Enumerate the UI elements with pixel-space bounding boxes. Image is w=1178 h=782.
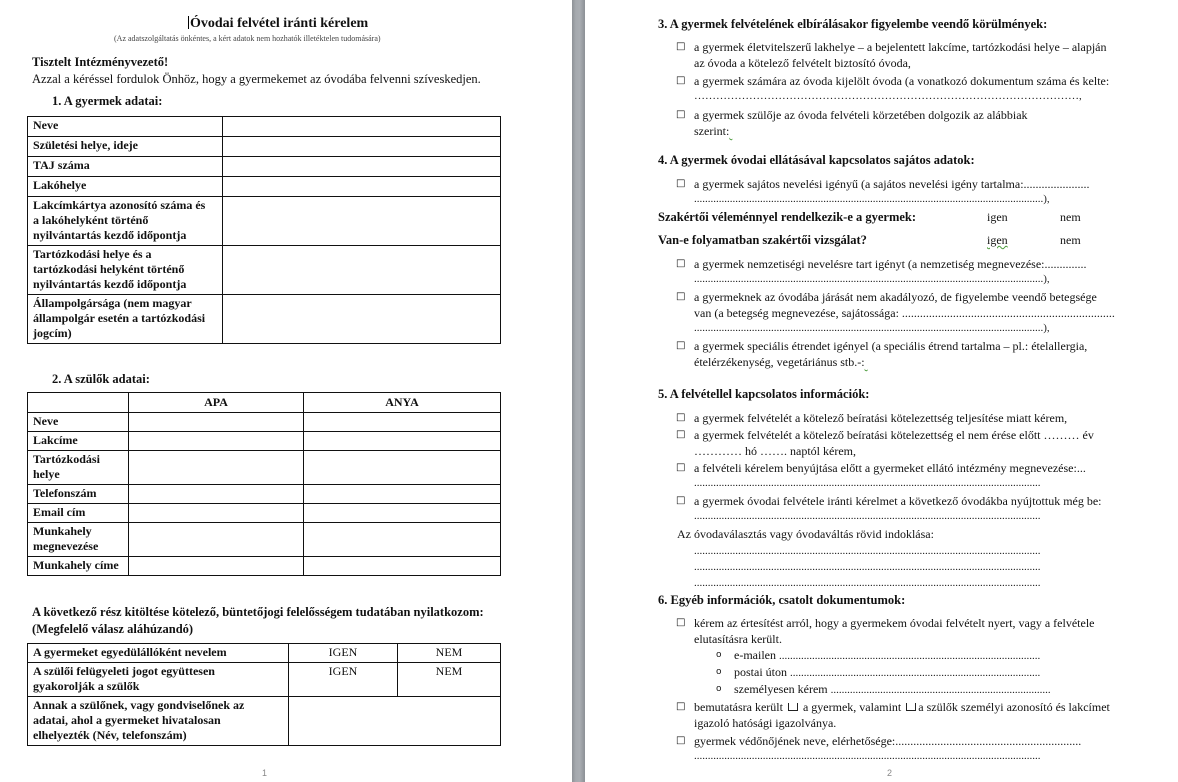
- section2-heading: 2. A szülők adatai:: [52, 372, 150, 386]
- child-field-label-line: Születési helye, ideje: [33, 138, 138, 152]
- declaration-label: [28, 644, 289, 663]
- parents-header-mother: ANYA: [304, 393, 501, 413]
- father-field-value[interactable]: [129, 557, 304, 576]
- child-field-label-line: a lakóhelyként történő: [33, 213, 149, 227]
- checkbox-icon[interactable]: □: [676, 429, 686, 440]
- father-field-value[interactable]: [129, 504, 304, 523]
- s3-item3-label: szerint:: [694, 124, 730, 138]
- sub-bullet-icon: o: [716, 667, 722, 677]
- declaration-yes-option[interactable]: IGEN: [289, 663, 398, 697]
- s5-item3-line2[interactable]: ..............................................................................................................................: [694, 477, 1041, 489]
- checkbox-icon[interactable]: □: [676, 178, 686, 189]
- parents-header-father: APA: [129, 393, 304, 413]
- parent-field-label-line: Neve: [33, 414, 59, 428]
- notify-option-post[interactable]: [734, 665, 1040, 680]
- checkbox-icon[interactable]: □: [676, 258, 686, 269]
- expert-opinion-question: Szakértői véleménnyel rendelkezik-e a gyermek:: [658, 210, 917, 224]
- section3-heading: 3. A gyermek felvételének elbírálásakor figyelembe veendő körülmények:: [658, 17, 1048, 31]
- parents-table-header: [28, 393, 501, 413]
- declaration-label: [28, 697, 289, 746]
- mother-field-value[interactable]: [304, 485, 501, 504]
- child-field-label-line: jogcím): [33, 326, 72, 340]
- checkbox-icon[interactable]: □: [676, 41, 686, 52]
- notify-line-1: kérem az értesítést arról, hogy a gyermekem óvodai felvételt nyert, vagy a felvétele: [694, 616, 1095, 630]
- declaration-table: [27, 643, 501, 746]
- father-field-value[interactable]: [129, 523, 304, 557]
- mother-field-value[interactable]: [304, 451, 501, 485]
- child-field-label: [28, 246, 223, 295]
- child-field-label-line: nyilvántartás kezdő időpontja: [33, 277, 187, 291]
- child-field-label: [28, 117, 223, 137]
- small-checkbox-child[interactable]: [788, 703, 798, 711]
- notify-option-personal[interactable]: [734, 682, 1051, 697]
- s5-item4-line1: a gyermek óvodai felvétele iránti kérelmet a következő óvodákba nyújtottuk még be:: [694, 494, 1102, 508]
- guardian-data-value[interactable]: [289, 697, 501, 746]
- checkbox-icon[interactable]: □: [676, 412, 686, 423]
- s3-item3-line1: a gyermek szülője az óvoda felvételi körzetében dolgozik az alábbiak: [694, 108, 1028, 122]
- declaration-label: [28, 663, 289, 697]
- child-table-row: [28, 137, 501, 157]
- expert-opinion-yes[interactable]: igen: [987, 210, 1008, 224]
- notify-line-2: elutasításra került.: [694, 632, 782, 646]
- option-post-dots: ...........................................................................................: [790, 667, 1041, 679]
- parent-field-label: [28, 413, 129, 432]
- child-table-row: [28, 177, 501, 197]
- s5-item3-line1: a felvételi kérelem benyújtása előtt a gyermeket ellátó intézmény megnevezése:...: [694, 461, 1086, 475]
- reason-label: Az óvodaválasztás vagy óvodaváltás rövid indoklása:: [677, 527, 934, 541]
- parent-field-label-line: helye: [33, 467, 60, 481]
- child-field-label: [28, 295, 223, 344]
- parent-field-label: [28, 557, 129, 576]
- declaration-row: [28, 697, 501, 746]
- option-post-label: postai úton: [734, 665, 787, 679]
- mother-field-value[interactable]: [304, 523, 501, 557]
- presented-text-a: bemutatásra került: [694, 700, 783, 714]
- father-field-value[interactable]: [129, 451, 304, 485]
- declaration-label-line: gyakorolják a szülők: [33, 679, 140, 693]
- presented-text-c: a szülők személyi azonosító és lakcímet: [918, 700, 1110, 714]
- s4-item2-line2[interactable]: ...............................................................................................................................),: [694, 273, 1050, 285]
- child-field-label-line: TAJ száma: [33, 158, 90, 172]
- expert-exam-no[interactable]: nem: [1060, 233, 1081, 247]
- section4-heading: 4. A gyermek óvodai ellátásával kapcsolatos sajátos adatok:: [658, 153, 975, 167]
- checkbox-icon[interactable]: □: [676, 617, 686, 628]
- s5-item4-line2[interactable]: ..............................................................................................................................: [694, 510, 1041, 522]
- reason-line-1[interactable]: ..............................................................................................................................: [694, 545, 1041, 557]
- expert-exam-yes[interactable]: igen: [987, 233, 1008, 247]
- child-field-value[interactable]: [223, 246, 501, 295]
- child-field-label-line: Tartózkodási helye és a: [33, 247, 152, 261]
- mother-field-value[interactable]: [304, 413, 501, 432]
- reason-line-2[interactable]: ..............................................................................................................................: [694, 561, 1041, 573]
- option-email-label: e-mailen: [734, 648, 776, 662]
- declaration-yes-option[interactable]: IGEN: [289, 644, 398, 663]
- notify-option-email[interactable]: [734, 648, 1040, 663]
- checkbox-icon[interactable]: □: [676, 109, 686, 120]
- expert-exam-question: Van-e folyamatban szakértői vizsgálat?: [658, 233, 867, 247]
- section1-heading: 1. A gyermek adatai:: [52, 94, 163, 108]
- declaration-label-line: elhelyezték (Név, telefonszám): [33, 728, 187, 742]
- option-email-dots: ...............................................................................................: [778, 650, 1041, 662]
- declaration-label-line: adatai, ahol a gyermeket hivatalosan: [33, 713, 221, 727]
- child-field-value[interactable]: [223, 157, 501, 177]
- expert-opinion-no[interactable]: nem: [1060, 210, 1081, 224]
- parent-field-label-line: Munkahely: [33, 524, 92, 538]
- nurse-line-2[interactable]: ..............................................................................................................................: [694, 750, 1041, 762]
- declaration-line-1: A következő rész kitöltése kötelező, büntetőjogi felelősségem tudatában nyilatkozom:: [32, 605, 484, 619]
- child-field-value[interactable]: [223, 295, 501, 344]
- s5-item2-line1: a gyermek felvételét a kötelező beíratási kötelezettség el nem érése előtt ……… év: [694, 428, 1094, 442]
- small-checkbox-parents[interactable]: [906, 703, 916, 711]
- child-field-label-line: Lakcímkártya azonosító száma és: [33, 198, 206, 212]
- declaration-label-line: Annak a szülőnek, vagy gondviselőnek az: [33, 698, 245, 712]
- section6-heading: 6. Egyéb információk, csatolt dokumentumok:: [658, 593, 906, 607]
- document-subtitle: (Az adatszolgáltatás önkéntes, a kért adatok nem hozhatók illetéktelen tudomására): [114, 34, 381, 43]
- presented-text-b: a gyermek, valamint: [802, 700, 902, 714]
- child-field-value[interactable]: [223, 177, 501, 197]
- child-field-label: [28, 177, 223, 197]
- checkbox-icon[interactable]: □: [676, 291, 686, 302]
- s4-item2-line1: a gyermek nemzetiségi nevelésre tart igényt (a nemzetiség megnevezése:..............: [694, 257, 1087, 271]
- presented-line-2: igazoló hatósági igazolványa.: [694, 716, 837, 730]
- s4-item3-line1: a gyermeknek az óvodába járását nem akadályozó, de figyelembe veendő betegsége: [694, 290, 1097, 304]
- s3-item1-line1: a gyermek életvitelszerű lakhelye – a bejelentett lakcíme, tartózkodási helye – alapján: [694, 40, 1107, 54]
- sub-bullet-icon: o: [716, 684, 722, 694]
- s4-item1-line1: a gyermek sajátos nevelési igényű (a sajátos nevelési igény tartalma:......................: [694, 177, 1090, 191]
- salutation: Tisztelt Intézményvezető!: [32, 55, 169, 69]
- child-table-row: [28, 197, 501, 246]
- parents-header-empty: [28, 393, 129, 413]
- father-field-value[interactable]: [129, 432, 304, 451]
- s4-item4-fill[interactable]: [865, 355, 1117, 370]
- s3-item3-line2: [694, 124, 1119, 139]
- parent-field-label-line: Tartózkodási: [33, 452, 100, 466]
- child-field-value[interactable]: [223, 117, 501, 137]
- text-cursor: [188, 16, 189, 29]
- parent-field-label-line: Email cím: [33, 505, 86, 519]
- s4-item4-line2: [694, 355, 1117, 370]
- father-field-value[interactable]: [129, 413, 304, 432]
- s3-item1-line2: az óvoda a kötelező felvételt biztosító óvoda,: [694, 56, 911, 70]
- title-text: vodai felvétel iránti kérelem: [200, 16, 369, 31]
- parent-field-label: [28, 504, 129, 523]
- declaration-line-2: (Megfelelő válasz aláhúzandó): [32, 622, 194, 636]
- s4-item3-line3[interactable]: ...............................................................................................................................),: [694, 322, 1050, 334]
- s5-item1-line1: a gyermek felvételét a kötelező beíratási kötelezettség teljesítése miatt kérem,: [694, 411, 1068, 425]
- mother-field-value[interactable]: [304, 557, 501, 576]
- declaration-label-line: A gyermeket egyedülállóként nevelem: [33, 645, 227, 659]
- declaration-label-line: A szülői felügyeleti jogot együttesen: [33, 664, 215, 678]
- s4-item4-label: ételérzékenység, vegetáriánus stb.-:: [694, 355, 865, 369]
- title-first-letter: Ó: [190, 16, 201, 31]
- parents-table-row: [28, 451, 501, 485]
- nurse-line-1[interactable]: gyermek védőnőjének neve, elérhetősége:..............................................................: [694, 734, 1082, 748]
- parents-data-table: [27, 392, 501, 576]
- page-number-2: 2: [887, 768, 893, 778]
- s3-item2-line1: a gyermek számára az óvoda kijelölt óvoda (a vonatkozó dokumentum száma és kelte:: [694, 74, 1110, 88]
- parent-field-label: [28, 451, 129, 485]
- parent-field-label-line: Telefonszám: [33, 486, 97, 500]
- document-page-1: [0, 0, 572, 782]
- parent-field-label: [28, 485, 129, 504]
- section5-heading: 5. A felvétellel kapcsolatos információk:: [658, 387, 870, 401]
- document-title: [188, 16, 368, 32]
- child-field-value[interactable]: [223, 197, 501, 246]
- checkbox-icon[interactable]: □: [676, 462, 686, 473]
- parents-table-row: [28, 413, 501, 432]
- checkbox-icon[interactable]: □: [676, 340, 686, 351]
- declaration-row: [28, 644, 501, 663]
- child-data-table: [27, 116, 501, 344]
- mother-field-value[interactable]: [304, 432, 501, 451]
- child-field-label-line: nyilvántartás kezdő időpontja: [33, 228, 187, 242]
- presented-line-1: [694, 700, 1110, 715]
- child-field-label: [28, 197, 223, 246]
- checkbox-icon[interactable]: □: [676, 701, 686, 712]
- mother-field-value[interactable]: [304, 504, 501, 523]
- child-field-label: [28, 137, 223, 157]
- parent-field-label: [28, 432, 129, 451]
- child-field-label-line: Állampolgársága (nem magyar: [33, 296, 192, 310]
- declaration-row: [28, 663, 501, 697]
- checkbox-icon[interactable]: □: [676, 735, 686, 746]
- parent-field-label-line: Munkahely címe: [33, 558, 119, 572]
- declaration-no-option[interactable]: NEM: [398, 644, 501, 663]
- child-field-label-line: állampolgár esetén a tartózkodási: [33, 311, 206, 325]
- child-table-row: [28, 246, 501, 295]
- s4-item1-line2[interactable]: ...............................................................................................................................),: [694, 193, 1050, 205]
- checkbox-icon[interactable]: □: [676, 495, 686, 506]
- child-field-value[interactable]: [223, 137, 501, 157]
- child-field-label-line: Lakóhelye: [33, 178, 87, 192]
- checkbox-icon[interactable]: □: [676, 75, 686, 86]
- reason-line-3[interactable]: ..............................................................................................................................: [694, 577, 1041, 589]
- s5-item2-line2[interactable]: ………… hó ……. naptól kérem,: [694, 444, 856, 458]
- document-page-2: [585, 0, 1178, 782]
- child-field-label-line: Neve: [33, 118, 59, 132]
- option-personal-dots: ................................................................................: [830, 684, 1051, 696]
- child-field-label-line: tartózkodási helyként történő: [33, 262, 185, 276]
- s4-item3-line2: van (a betegség megnevezése, sajátossága: .......................................................................: [694, 306, 1115, 320]
- parents-table-row: [28, 523, 501, 557]
- parents-table-row: [28, 504, 501, 523]
- parents-table-row: [28, 557, 501, 576]
- child-table-row: [28, 295, 501, 344]
- option-personal-label: személyesen kérem: [734, 682, 828, 696]
- parent-field-label-line: megnevezése: [33, 539, 99, 553]
- father-field-value[interactable]: [129, 485, 304, 504]
- child-table-row: [28, 117, 501, 137]
- s4-item4-line1: a gyermek speciális étrendet igényel (a speciális étrend tartalma – pl.: ételallergia,: [694, 339, 1088, 353]
- declaration-no-option[interactable]: NEM: [398, 663, 501, 697]
- child-field-label: [28, 157, 223, 177]
- intro-text: Azzal a kéréssel fordulok Önhöz, hogy a gyermekemet az óvodába felvenni szíveskedjen.: [32, 72, 481, 86]
- child-table-row: [28, 157, 501, 177]
- page-divider: [572, 0, 585, 782]
- page-number-1: 1: [262, 768, 268, 778]
- sub-bullet-icon: o: [716, 650, 722, 660]
- s3-item3-fill[interactable]: [729, 124, 1119, 139]
- parent-field-label: [28, 523, 129, 557]
- parents-table-row: [28, 485, 501, 504]
- s3-item2-line2[interactable]: ……………………………………………………………………………………………,: [694, 90, 1082, 102]
- parent-field-label-line: Lakcíme: [33, 433, 78, 447]
- parents-table-row: [28, 432, 501, 451]
